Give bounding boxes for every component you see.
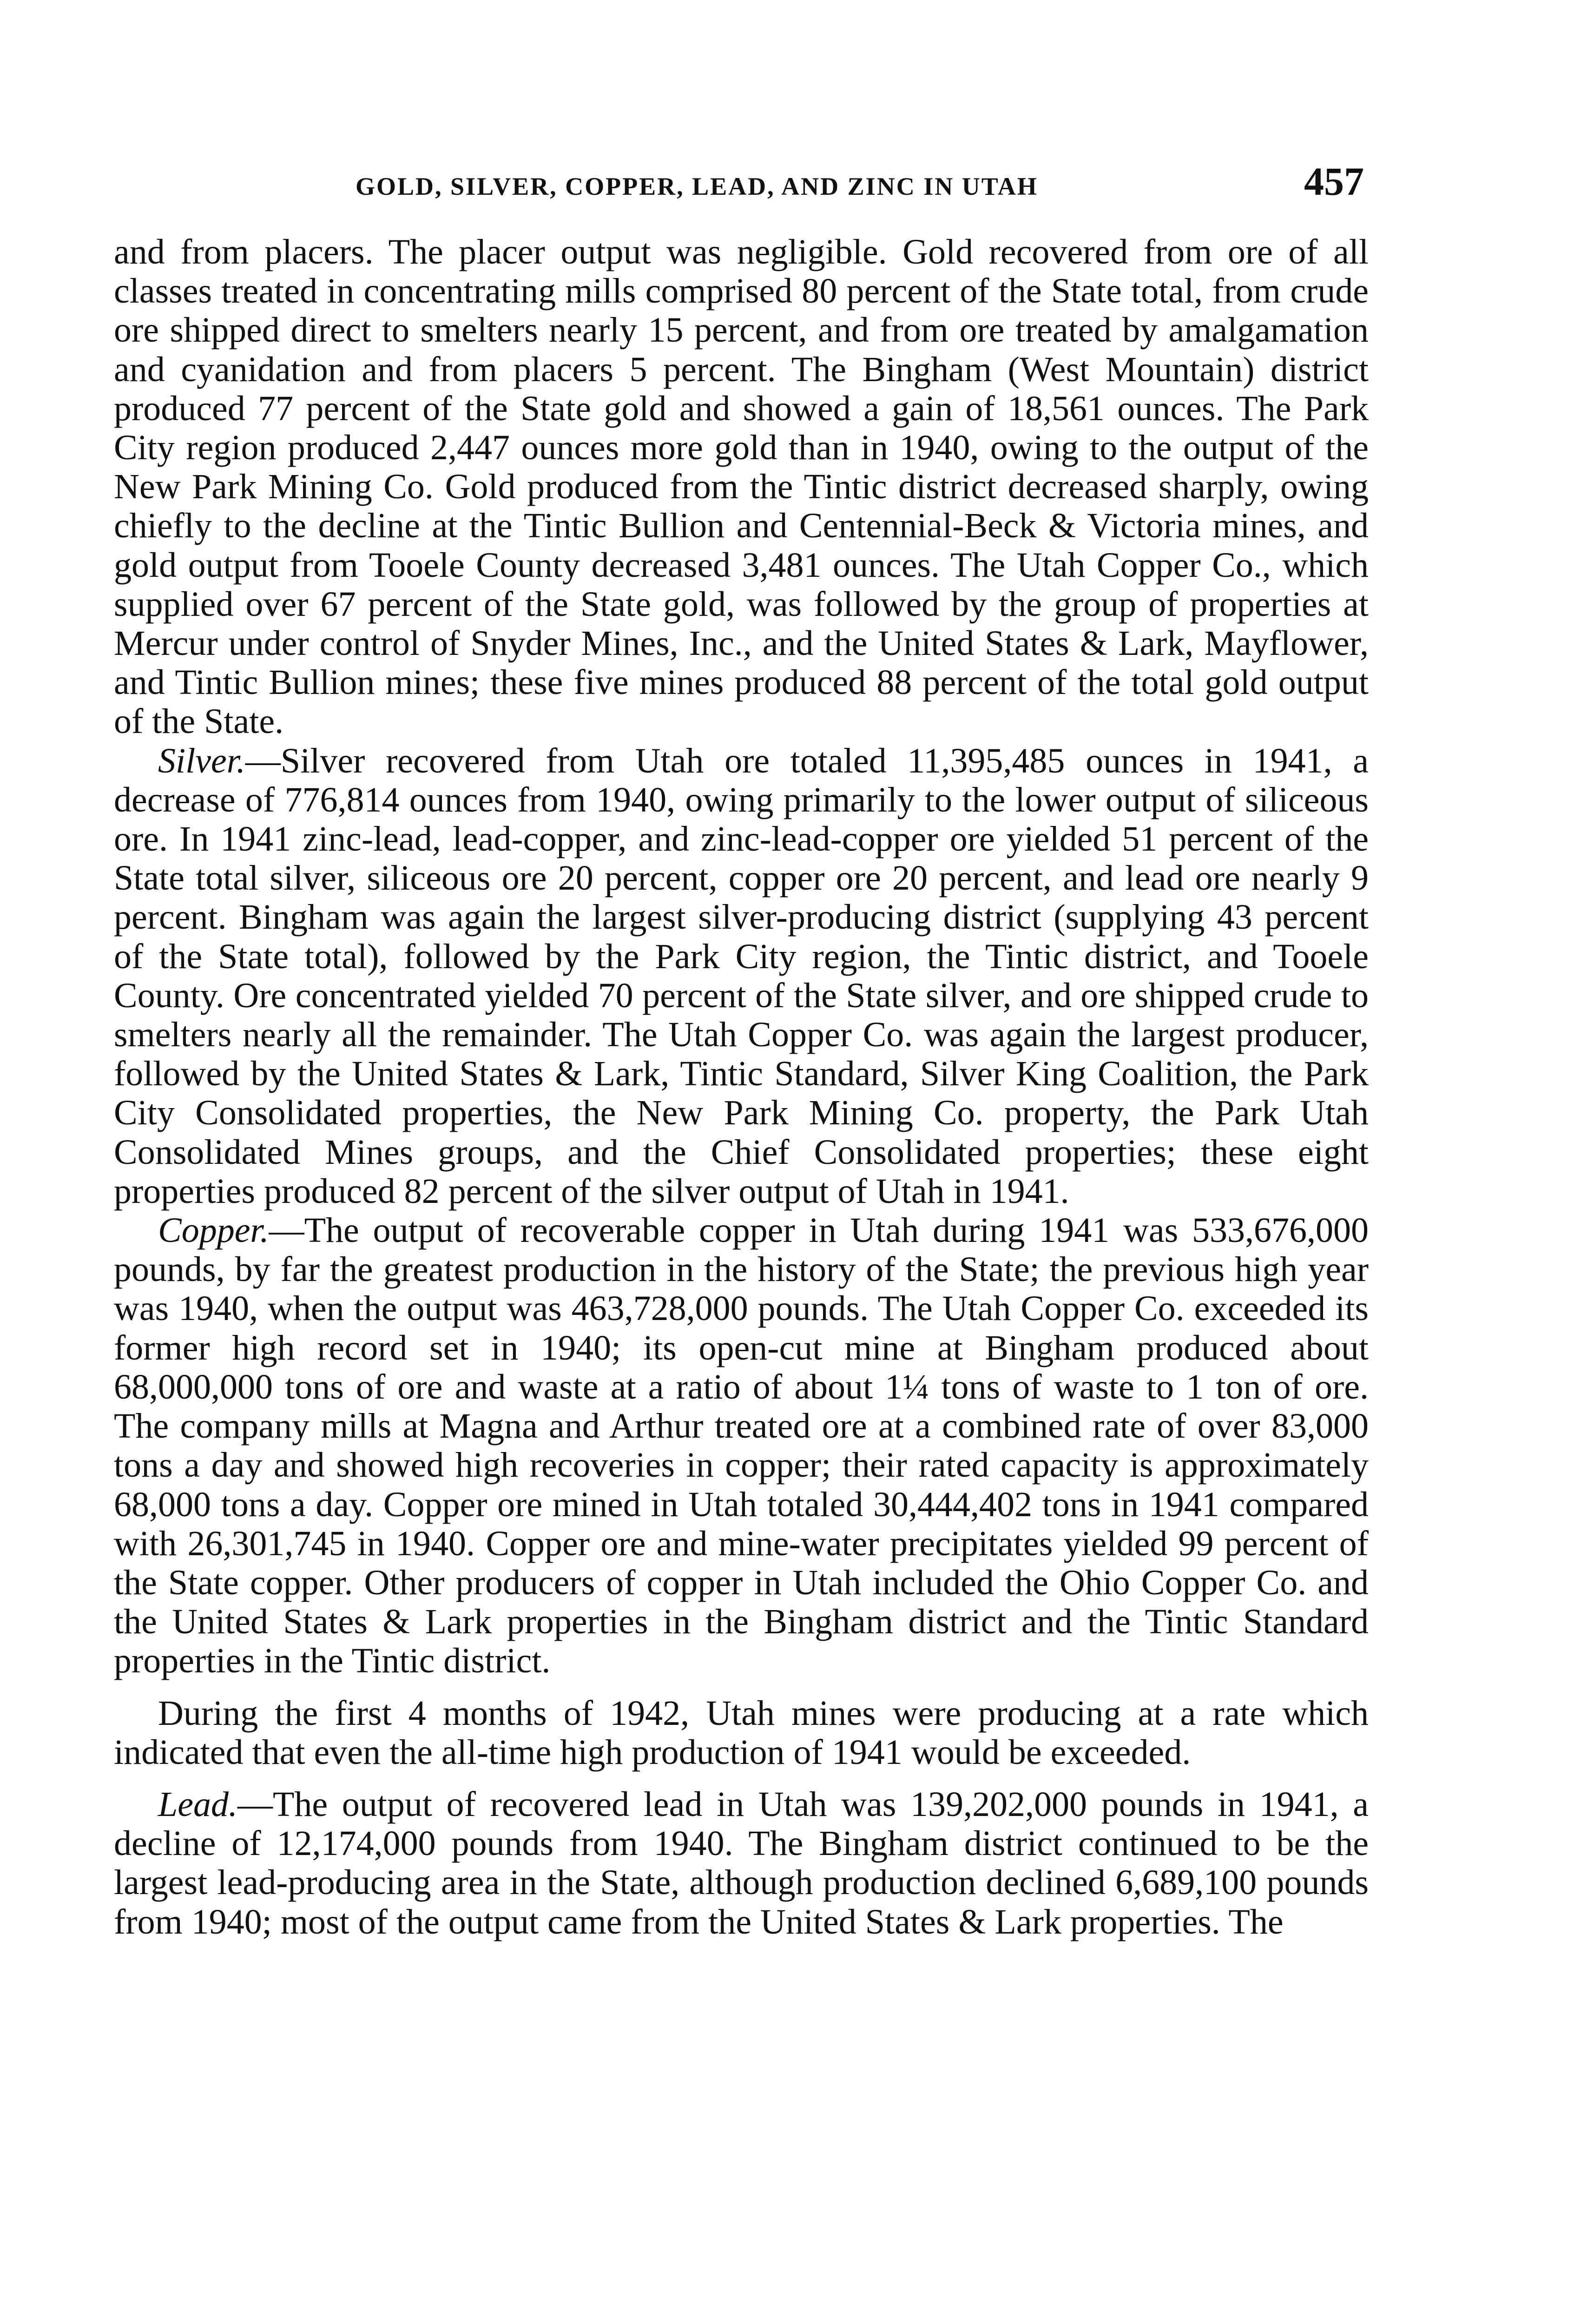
silver-paragraph-text: —Silver recovered from Utah ore totaled 11,395,485 ounces in 1941, a decrease of 776,814 ounces from 1940, owing primarily to the lower output of siliceous ore. In 1941 zinc-lead, lead-copper, and zinc-lead-copper ore yielded 51 percent of the State total silver, siliceous ore 20 percent, copper ore 20 percent, and lead ore nearly 9 percent. Bingham was again the largest silver-producing district (supplying 43 percent of the State total), followed by the Park City region, the Tintic district, and Tooele County. Ore concentrated yielded 70 percent of the State silver, and ore shipped crude to smelters nearly all the remainder. The Utah Copper Co. was again the largest producer, followed by the United States & Lark, Tintic Standard, Silver King Coalition, the Park City Consolidated properties, the New Park Mining Co. property, the Park Utah Consolidated Mines groups, and the Chief Consolidated properties; these eight properties produced 82 percent of the silver output of Utah in 1941. <box>114 741 1369 1211</box>
copper-paragraph-text: —The output of recoverable copper in Utah during 1941 was 533,676,000 pounds, by far the greatest production in the history of the State; the previous high year was 1940, when the output was 463,728,000 pounds. The Utah Copper Co. exceeded its former high record set in 1940; its open-cut mine at Bingham produced about 68,000,000 tons of ore and waste at a ratio of about 1¼ tons of waste to 1 ton of ore. The company mills at Magna and Arthur treated ore at a combined rate of over 83,000 tons a day and showed high recoveries in copper; their rated capacity is approximately 68,000 tons a day. Copper ore mined in Utah totaled 30,444,402 tons in 1941 compared with 26,301,745 in 1940. Copper ore and mine-water precipitates yielded 99 percent of the State copper. Other producers of copper in Utah included the Ohio Copper Co. and the United States & Lark properties in the Bingham district and the Tintic Standard properties in the Tintic district. <box>114 1211 1369 1681</box>
page-number: 457 <box>1304 159 1364 204</box>
copper-paragraph <box>114 1211 1369 1680</box>
lead-paragraph-text: —The output of recovered lead in Utah was 139,202,000 pounds in 1941, a decline of 12,174,000 pounds from 1940. The Bingham district continued to be the largest lead-producing area in the State, although production declined 6,689,100 pounds from 1940; most of the output came from the United States & Lark properties. The <box>114 1784 1369 1941</box>
gold-paragraph-continued: and from placers. The placer output was negligible. Gold recovered from ore of all classes treated in concentrating mills comprised 80 percent of the State total, from crude ore shipped direct to smelters nearly 15 percent, and from ore treated by amalgamation and cyanidation and from placers 5 percent. The Bingham (West Mountain) district produced 77 percent of the State gold and showed a gain of 18,561 ounces. The Park City region produced 2,447 ounces more gold than in 1940, owing to the output of the New Park Mining Co. Gold produced from the Tintic district decreased sharply, owing chiefly to the decline at the Tintic Bullion and Centennial-Beck & Victoria mines, and gold output from Tooele County decreased 3,481 ounces. The Utah Copper Co., which supplied over 67 percent of the State gold, was followed by the group of properties at Mercur under control of Snyder Mines, Inc., and the United States & Lark, Mayflower, and Tintic Bullion mines; these five mines produced 88 percent of the total gold output of the State. <box>114 232 1369 741</box>
silver-paragraph <box>114 741 1369 1211</box>
silver-section-title: Silver. <box>158 741 245 780</box>
running-title: GOLD, SILVER, COPPER, LEAD, AND ZINC IN UTAH <box>356 172 1038 200</box>
copper-1942-paragraph: During the first 4 months of 1942, Utah mines were producing at a rate which indicated that even the all-time high production of 1941 would be exceeded. <box>114 1693 1369 1772</box>
running-header <box>114 158 1364 205</box>
lead-section-title: Lead. <box>158 1784 237 1824</box>
copper-section-title: Copper. <box>158 1211 269 1250</box>
body-text <box>114 232 1369 1941</box>
lead-paragraph <box>114 1785 1369 1941</box>
